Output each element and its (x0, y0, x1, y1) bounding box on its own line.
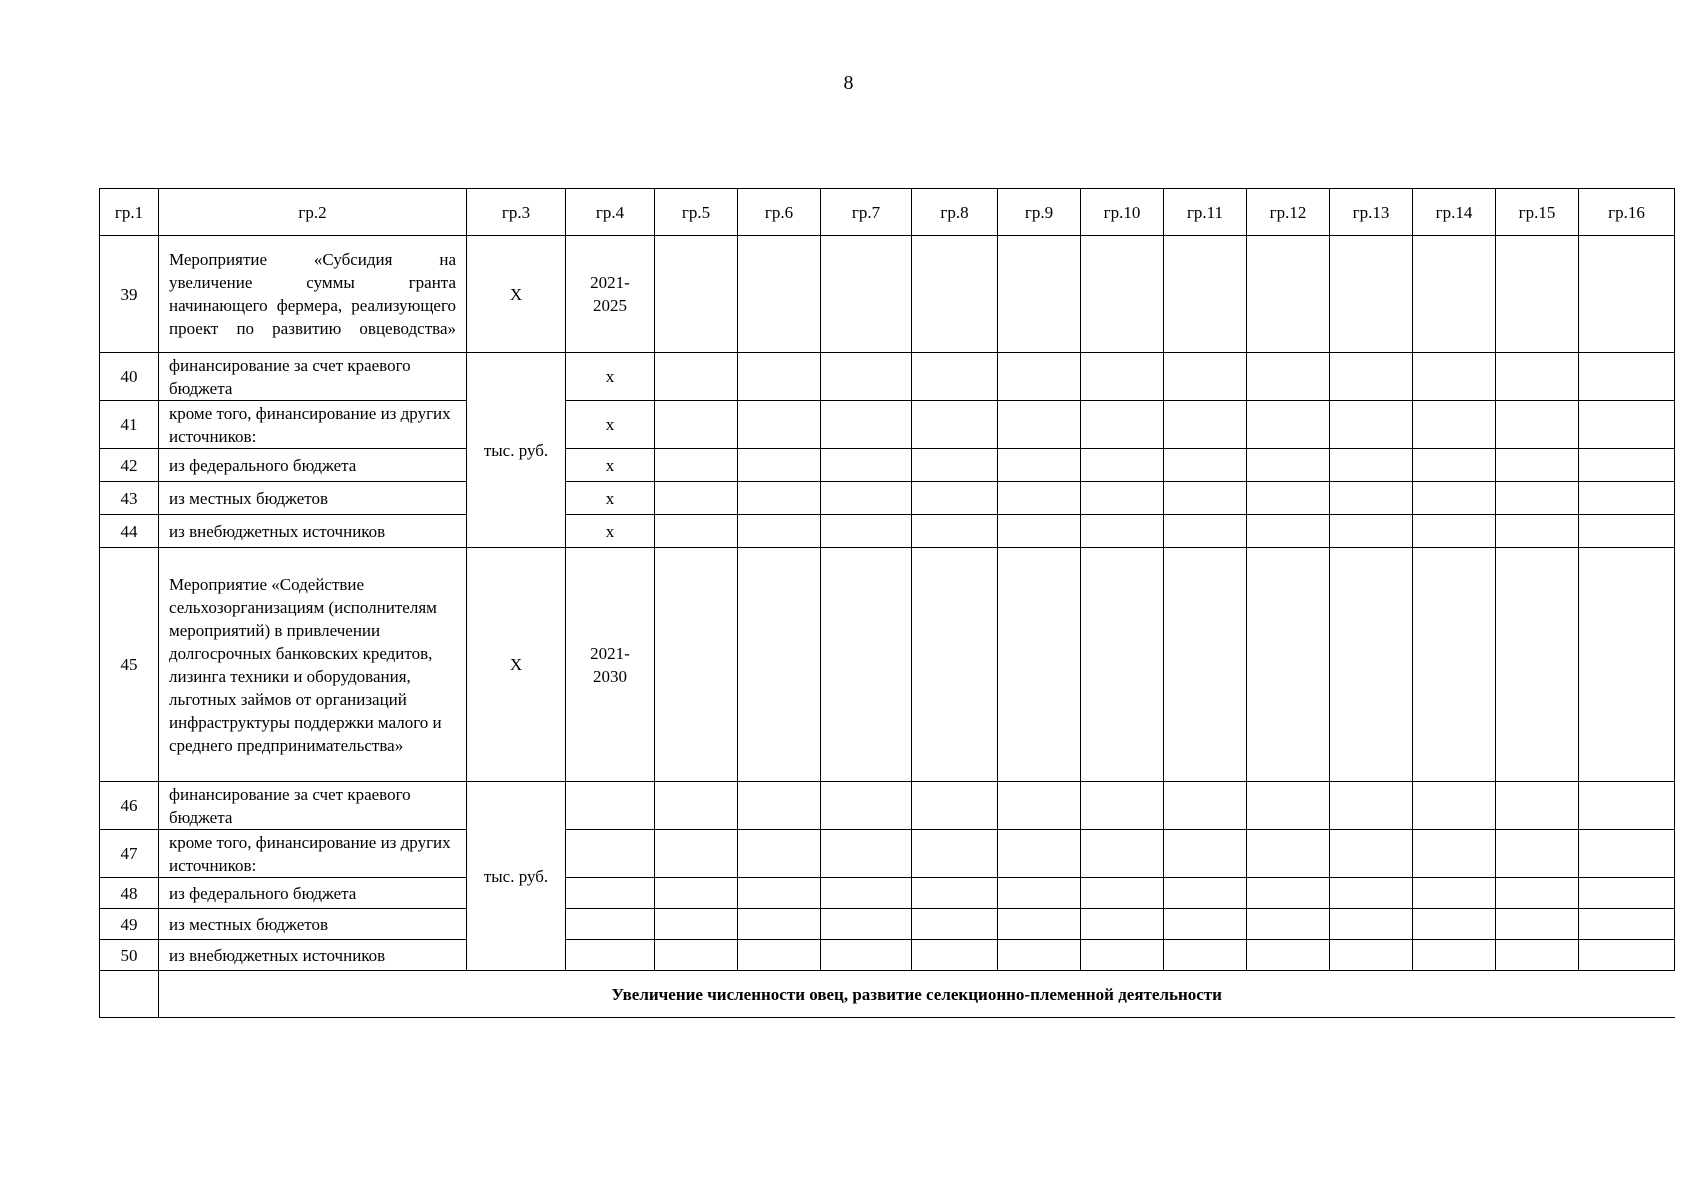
header-cell: гр.16 (1579, 189, 1675, 236)
header-cell: гр.7 (821, 189, 912, 236)
page-number: 8 (843, 72, 854, 94)
unit-cell: тыс. руб. (467, 353, 566, 548)
header-cell: гр.1 (100, 189, 159, 236)
table-row (100, 878, 1675, 909)
row-description: финансирование за счет краевого бюджета (159, 782, 467, 830)
row-description: из местных бюджетов (159, 482, 467, 515)
table-row (100, 482, 1675, 515)
header-cell: гр.8 (912, 189, 998, 236)
row-description: кроме того, финансирование из других источников: (159, 401, 467, 449)
row-description: из федерального бюджета (159, 878, 467, 909)
row-number: 45 (100, 548, 159, 782)
section-title: Увеличение численности овец, развитие селекционно-племенной деятельности (159, 971, 1675, 1018)
row-description: из внебюджетных источников (159, 940, 467, 971)
header-cell: гр.11 (1164, 189, 1247, 236)
table-row (100, 401, 1675, 449)
row-description: кроме того, финансирование из других источников: (159, 830, 467, 878)
unit-cell: тыс. руб. (467, 782, 566, 971)
table-row (100, 515, 1675, 548)
section-row (100, 971, 1675, 1018)
unit-cell: Х (467, 236, 566, 353)
program-table (99, 188, 1675, 1018)
header-cell: гр.2 (159, 189, 467, 236)
table-row (100, 940, 1675, 971)
row-number: 42 (100, 449, 159, 482)
row-description: финансирование за счет краевого бюджета (159, 353, 467, 401)
row-description: из местных бюджетов (159, 909, 467, 940)
row-number: 41 (100, 401, 159, 449)
row-description: Мероприятие «Содействие сельхозорганизациям (исполнителям мероприятий) в привлечении долгосрочных банковских кредитов, лизинга техники и оборудования, льготных займов от организаций инфраструктуры поддержки малого и среднего предпринимательства» (159, 548, 467, 782)
row-number: 43 (100, 482, 159, 515)
table-row (100, 353, 1675, 401)
table-row (100, 548, 1675, 782)
table-row (100, 236, 1675, 353)
row-number: 40 (100, 353, 159, 401)
marker-cell: х (566, 449, 655, 482)
row-number: 44 (100, 515, 159, 548)
row-description: из внебюджетных источников (159, 515, 467, 548)
table-row (100, 830, 1675, 878)
header-cell: гр.6 (738, 189, 821, 236)
row-number: 47 (100, 830, 159, 878)
table-row (100, 909, 1675, 940)
table-row (100, 782, 1675, 830)
row-number: 39 (100, 236, 159, 353)
header-cell: гр.3 (467, 189, 566, 236)
marker-cell: х (566, 482, 655, 515)
header-cell: гр.13 (1330, 189, 1413, 236)
header-cell: гр.15 (1496, 189, 1579, 236)
marker-cell: х (566, 353, 655, 401)
period-cell: 2021-2030 (566, 548, 655, 782)
row-number: 46 (100, 782, 159, 830)
section-number-cell (100, 971, 159, 1018)
header-row (100, 189, 1675, 236)
row-description: Мероприятие «Субсидия на увеличение суммы гранта начинающего фермера, реализующего проект по развитию овцеводства» (159, 236, 467, 353)
row-number: 50 (100, 940, 159, 971)
row-number: 48 (100, 878, 159, 909)
table-row (100, 449, 1675, 482)
header-cell: гр.5 (655, 189, 738, 236)
header-cell: гр.9 (998, 189, 1081, 236)
row-description: из федерального бюджета (159, 449, 467, 482)
header-cell: гр.10 (1081, 189, 1164, 236)
row-number: 49 (100, 909, 159, 940)
header-cell: гр.4 (566, 189, 655, 236)
marker-cell: х (566, 401, 655, 449)
unit-cell: Х (467, 548, 566, 782)
marker-cell: х (566, 515, 655, 548)
header-cell: гр.14 (1413, 189, 1496, 236)
header-cell: гр.12 (1247, 189, 1330, 236)
period-cell: 2021-2025 (566, 236, 655, 353)
